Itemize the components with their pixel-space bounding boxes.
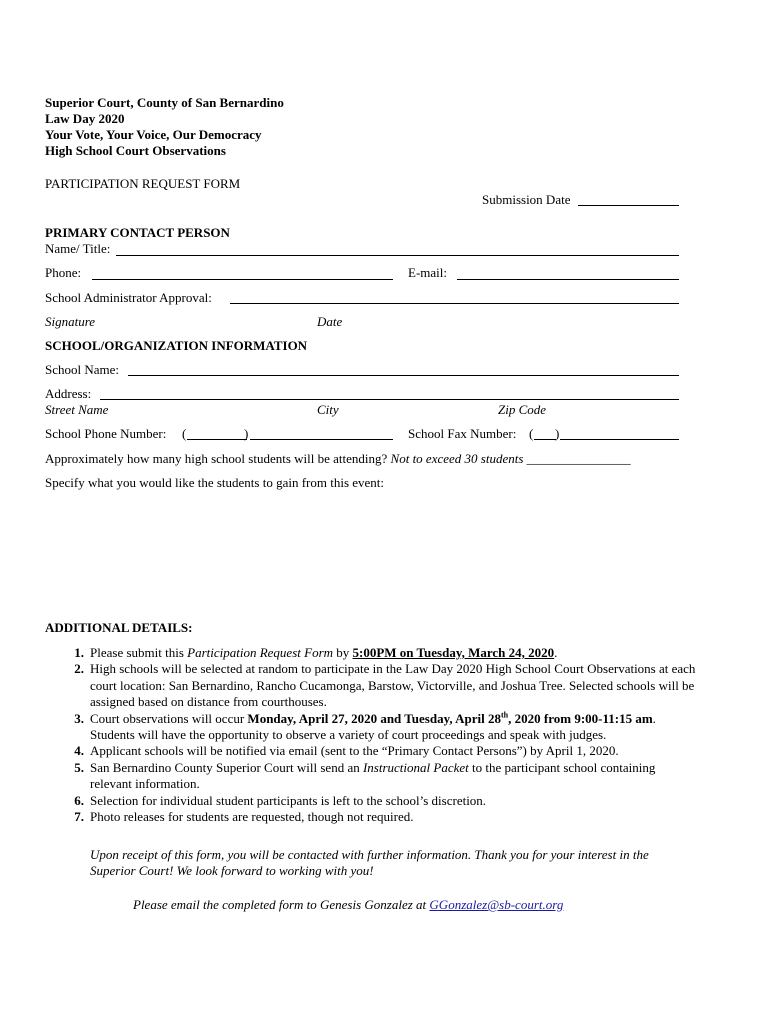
additional-details-heading: ADDITIONAL DETAILS: [45,620,193,635]
school-phone-field[interactable] [250,439,393,440]
additional-details-list [66,645,696,825]
header-theme: Your Vote, Your Voice, Our Democracy [45,127,262,142]
street-caption: Street Name [45,402,109,417]
admin-approval-field[interactable] [230,303,679,304]
email-instruction [133,897,563,913]
list-item: 2. High schools will be selected at random to participate in the Law Day 2020 High School Court Observations at each court location: San Bernardino, Rancho Cucamonga, Barstow, Victorville, and Joshua Tree. Selected schools will be assigned based on distance from courthouses. [74,661,696,710]
list-item: 1. Please submit this Participation Request Form by 5:00PM on Tuesday, March 24, 2020. [74,645,558,660]
attendance-note: Not to exceed 30 students [390,451,524,466]
name-title-field[interactable] [116,255,679,256]
date-caption: Date [317,314,343,329]
gain-question: Specify what you would like the students to gain from this event: [45,475,385,490]
city-caption: City [317,402,339,417]
attendance-field[interactable]: ________________ [526,451,631,466]
email-field[interactable] [457,279,679,280]
signature-caption: Signature [45,314,96,329]
school-name-field[interactable] [128,375,679,376]
email-prompt: Please email the completed form to Genesis Gonzalez at [133,897,430,912]
header-event-name: Law Day 2020 [45,111,125,126]
list-item: 7. Photo releases for students are requested, though not required. [74,809,414,825]
school-fax-area-code-field[interactable] [534,439,556,440]
submission-date-field[interactable] [578,205,679,206]
list-item: 3. Court observations will occur Monday, April 27, 2020 and Tuesday, April 28th, 2020 from 9:00-11:15 am. Students will have the opportunity to observe a variety of court proceedings and speak with judges. [74,710,656,743]
list-item: 4. Applicant schools will be notified via email (sent to the “Primary Contact Persons”) by April 1, 2020. [74,743,619,759]
gain-answer-area[interactable] [45,495,679,605]
form-title: PARTICIPATION REQUEST FORM [45,176,241,191]
list-item: 5. San Bernardino County Superior Court will send an Instructional Packet to the participant school containing relevant information. [74,759,656,792]
school-phone-label: School Phone Number: [45,426,167,441]
phone-label: Phone: [45,265,82,280]
school-fax-field[interactable] [560,439,679,440]
contact-email-link[interactable]: GGonzalez@sb-court.org [429,897,564,912]
address-label: Address: [45,386,92,401]
name-title-label: Name/ Title: [45,241,111,256]
attendance-line [45,451,631,467]
school-phone-paren-close: ) [244,426,249,441]
school-name-label: School Name: [45,362,120,377]
email-label: E-mail: [408,265,447,280]
phone-field[interactable] [92,279,393,280]
header-program: High School Court Observations [45,143,226,158]
admin-approval-label: School Administrator Approval: [45,290,212,305]
school-fax-label: School Fax Number: [408,426,517,441]
closing-message: Upon receipt of this form, you will be contacted with further information. Thank you for your interest in the Superior Court! We look forward to working with you! [90,847,649,879]
header-court-name: Superior Court, County of San Bernardino [45,95,284,110]
list-item: 6. Selection for individual student participants is left to the school’s discretion. [74,792,487,808]
school-info-heading: SCHOOL/ORGANIZATION INFORMATION [45,338,308,353]
submission-deadline: 5:00PM on Tuesday, March 24, 2020 [352,645,555,660]
primary-contact-heading: PRIMARY CONTACT PERSON [45,225,230,240]
school-fax-paren-open: ( [529,426,534,441]
zip-caption: Zip Code [498,402,547,417]
attendance-question: Approximately how many high school students will be attending? [45,451,388,466]
submission-date-label: Submission Date [482,192,571,207]
school-phone-area-code-field[interactable] [187,439,247,440]
school-fax-paren-close: ) [555,426,560,441]
school-phone-paren-open: ( [182,426,187,441]
address-field[interactable] [100,399,679,400]
